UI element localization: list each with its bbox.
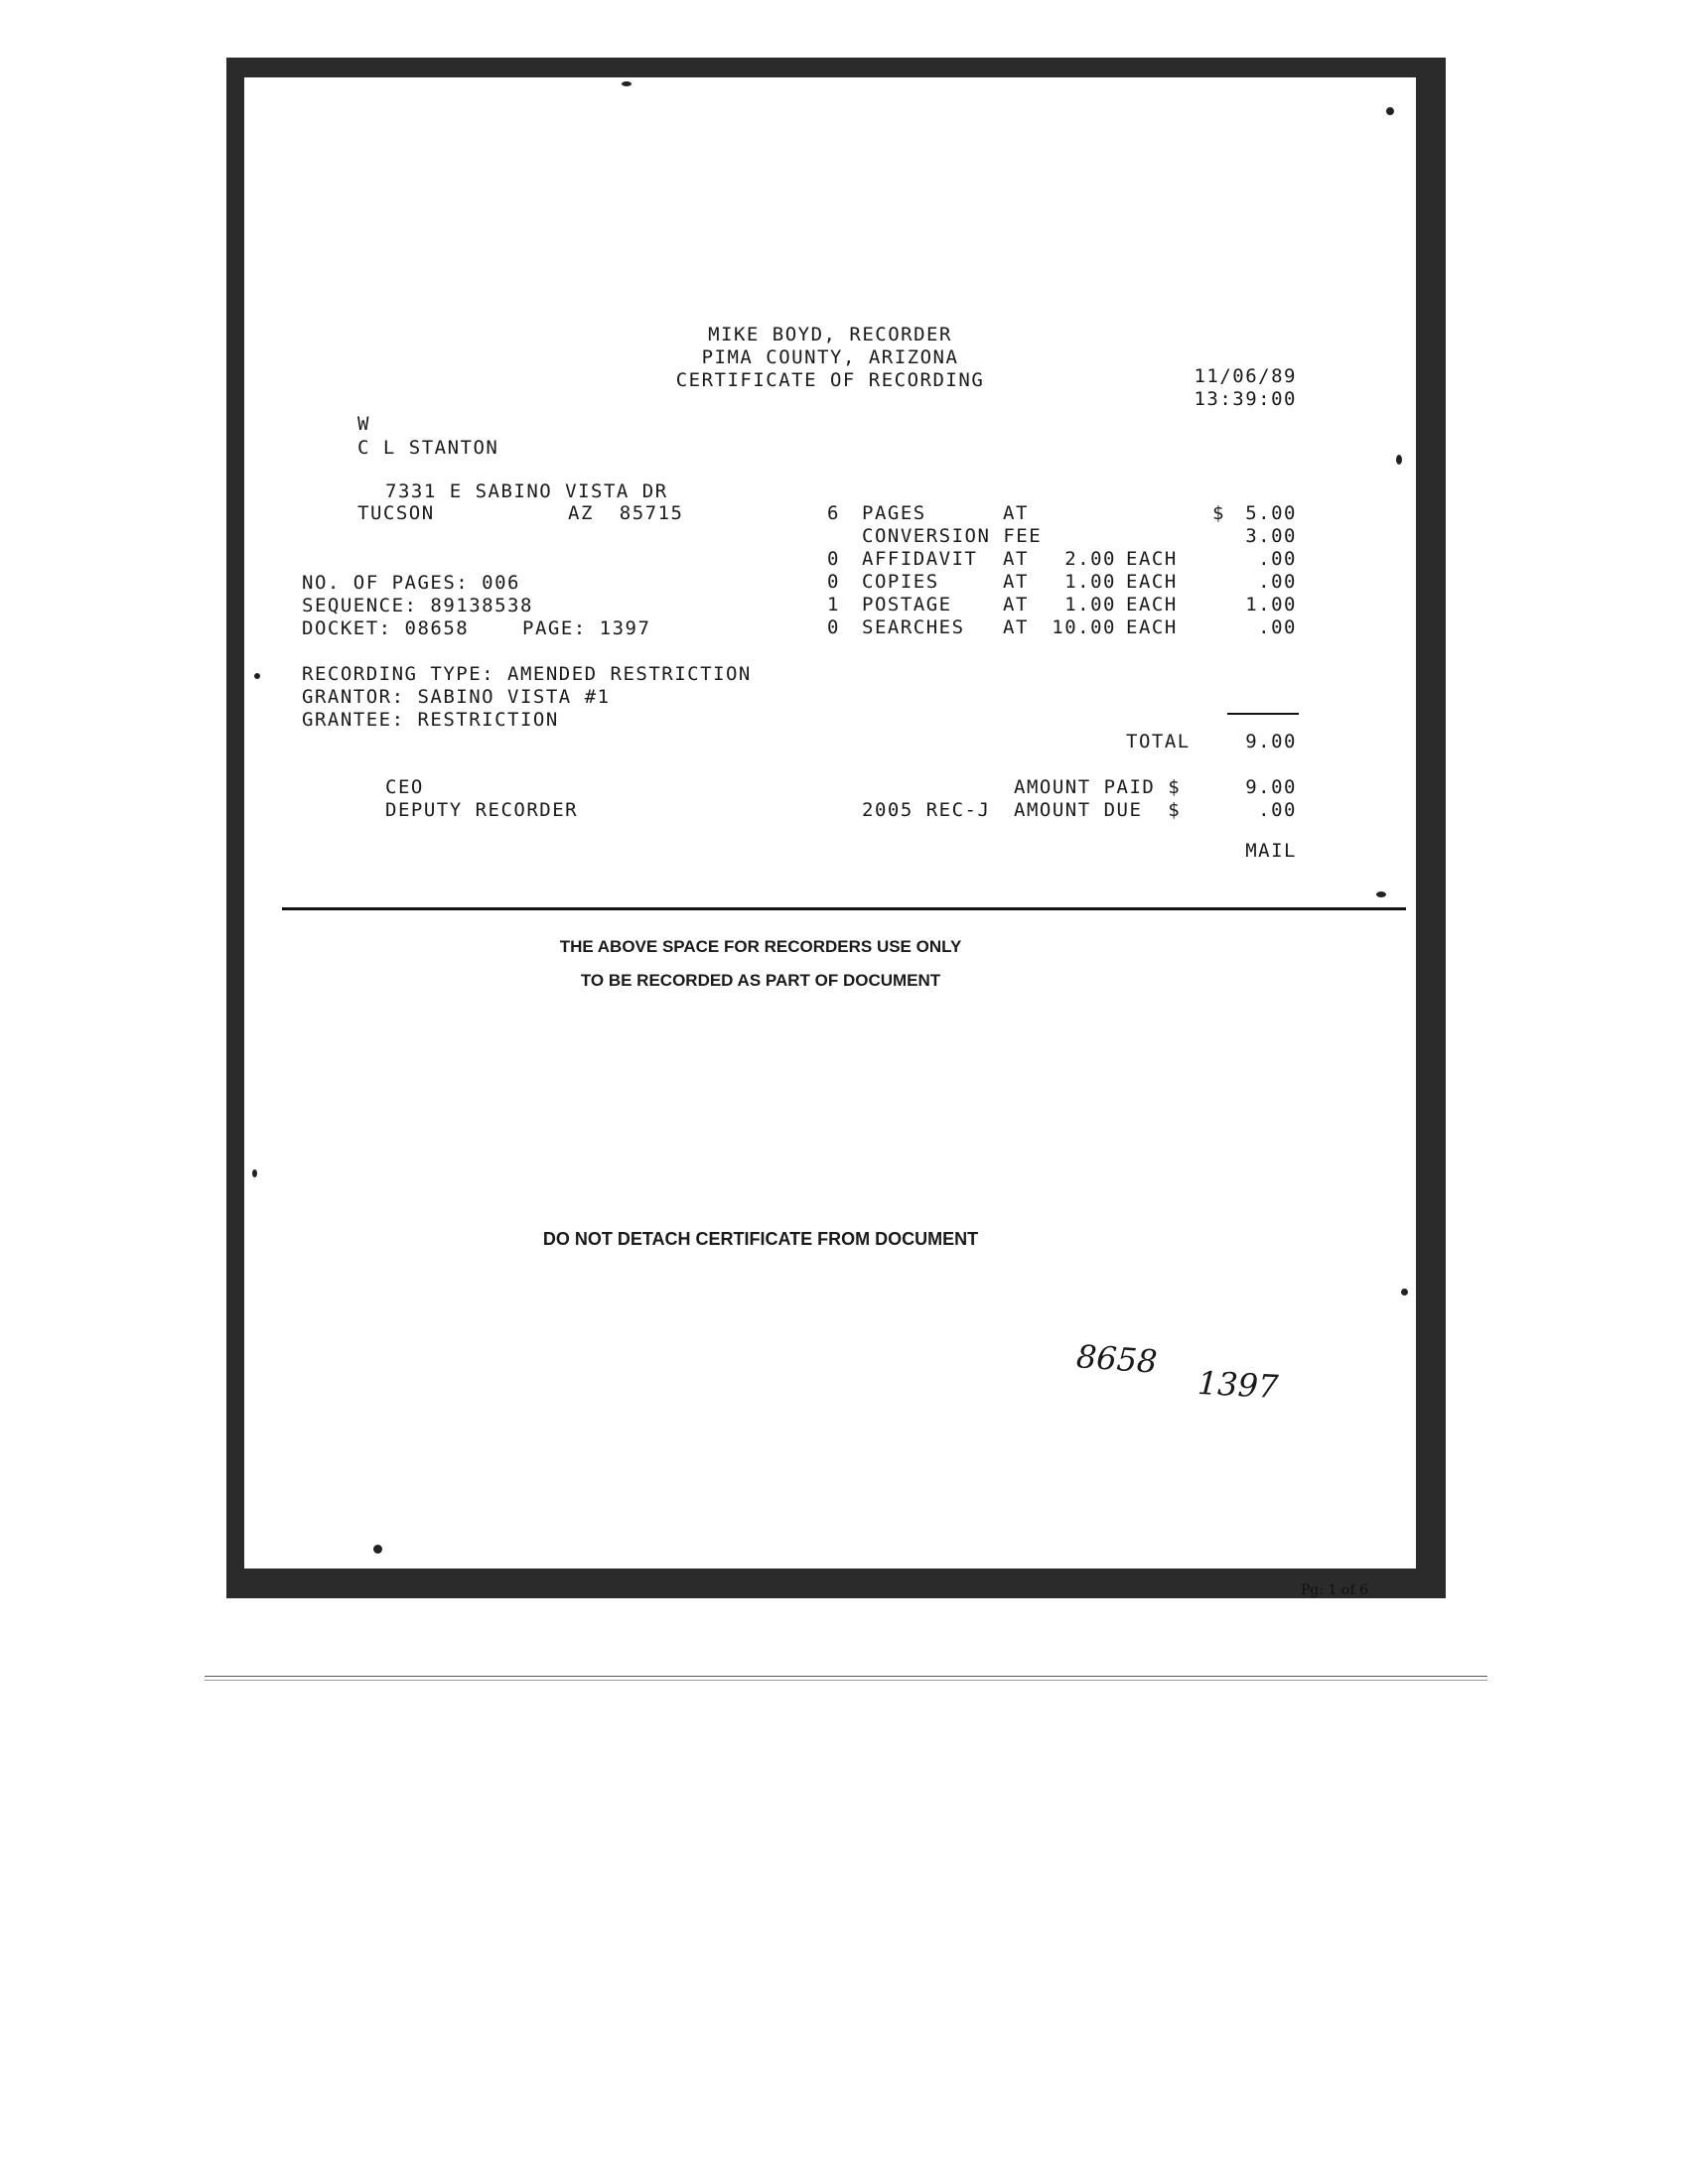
fee-amount: .00 — [1258, 571, 1297, 593]
fee-at: AT — [1003, 548, 1029, 570]
fee-item: PAGES — [862, 502, 926, 524]
fee-each: EACH — [1126, 548, 1178, 570]
scan-speck — [1386, 107, 1394, 115]
total-rule — [1227, 713, 1299, 715]
scan-speck — [1376, 891, 1386, 897]
recording-date: 11/06/89 — [1194, 365, 1297, 387]
fee-qty: 6 — [827, 502, 840, 524]
fee-item: SEARCHES — [862, 616, 965, 638]
docket-number: DOCKET: 08658 — [302, 617, 470, 639]
fee-amount: 3.00 — [1245, 525, 1297, 547]
deputy-name: CEO — [385, 776, 424, 798]
scan-speck — [622, 81, 632, 86]
certificate-sheet — [244, 77, 1416, 1569]
fee-item: AFFIDAVIT — [862, 548, 978, 570]
amount-due-label: AMOUNT DUE $ — [1014, 799, 1182, 821]
addressee-name: C L STANTON — [357, 437, 499, 459]
total-value: 9.00 — [1245, 731, 1297, 752]
handwritten-page-number: 1397 — [1196, 1363, 1280, 1407]
fee-item: POSTAGE — [862, 594, 952, 615]
fee-rate: 2.00 — [1064, 548, 1116, 570]
fee-at: AT — [1003, 616, 1029, 638]
delivery-method: MAIL — [1245, 840, 1297, 862]
scanned-certificate-frame — [226, 58, 1446, 1598]
fee-rate: 1.00 — [1064, 571, 1116, 593]
fee-dollar: $ — [1212, 502, 1225, 524]
county-name: PIMA COUNTY, ARIZONA — [701, 346, 959, 368]
fee-item: COPIES — [862, 571, 939, 593]
fee-rate: 1.00 — [1064, 594, 1116, 615]
fee-each: EACH — [1126, 594, 1178, 615]
receipt-code: 2005 REC-J — [862, 799, 991, 821]
recording-time: 13:39:00 — [1194, 388, 1297, 410]
fee-qty: 0 — [827, 548, 840, 570]
addressee-city: TUCSON — [357, 502, 435, 524]
scan-speck — [1396, 455, 1402, 465]
grantor: GRANTOR: SABINO VISTA #1 — [302, 686, 611, 708]
deputy-title: DEPUTY RECORDER — [385, 799, 579, 821]
fee-each: EACH — [1126, 571, 1178, 593]
fee-each: EACH — [1126, 616, 1178, 638]
fee-at: AT — [1003, 571, 1029, 593]
scan-edge-line — [205, 1676, 1487, 1677]
scan-speck — [373, 1545, 382, 1554]
fee-item: CONVERSION FEE — [862, 525, 1043, 547]
amount-paid-value: 9.00 — [1245, 776, 1297, 798]
addressee-state-zip: AZ 85715 — [568, 502, 684, 524]
scan-speck — [254, 673, 260, 679]
amount-paid-label: AMOUNT PAID $ — [1014, 776, 1182, 798]
addressee-code: W — [357, 413, 370, 435]
handwritten-docket-number: 8658 — [1074, 1337, 1159, 1381]
fee-qty: 0 — [827, 571, 840, 593]
fee-at: AT — [1003, 594, 1029, 615]
scan-speck — [1401, 1289, 1408, 1296]
recorders-use-notice: THE ABOVE SPACE FOR RECORDERS USE ONLY — [559, 937, 962, 956]
number-of-pages: NO. OF PAGES: 006 — [302, 572, 520, 594]
page-marker: Pg: 1 of 6 — [1301, 1582, 1368, 1598]
fee-qty: 1 — [827, 594, 840, 615]
scan-edge-line — [205, 1680, 1487, 1681]
do-not-detach-notice: DO NOT DETACH CERTIFICATE FROM DOCUMENT — [542, 1229, 979, 1249]
total-label: TOTAL — [1126, 731, 1191, 752]
certificate-title: CERTIFICATE OF RECORDING — [675, 369, 985, 391]
amount-due-value: .00 — [1258, 799, 1297, 821]
sequence-number: SEQUENCE: 89138538 — [302, 595, 533, 616]
fee-amount: 5.00 — [1245, 502, 1297, 524]
fee-rate: 10.00 — [1052, 616, 1116, 638]
docket-page: PAGE: 1397 — [522, 617, 651, 639]
scan-speck — [252, 1169, 257, 1177]
recorder-name: MIKE BOYD, RECORDER — [708, 324, 952, 345]
recorder-divider — [282, 907, 1406, 910]
recorded-as-part-notice: TO BE RECORDED AS PART OF DOCUMENT — [580, 971, 941, 990]
fee-amount: 1.00 — [1245, 594, 1297, 615]
fee-amount: .00 — [1258, 616, 1297, 638]
fee-qty: 0 — [827, 616, 840, 638]
fee-at: AT — [1003, 502, 1029, 524]
addressee-street: 7331 E SABINO VISTA DR — [385, 480, 668, 502]
recording-type: RECORDING TYPE: AMENDED RESTRICTION — [302, 663, 752, 685]
grantee: GRANTEE: RESTRICTION — [302, 709, 559, 731]
fee-amount: .00 — [1258, 548, 1297, 570]
